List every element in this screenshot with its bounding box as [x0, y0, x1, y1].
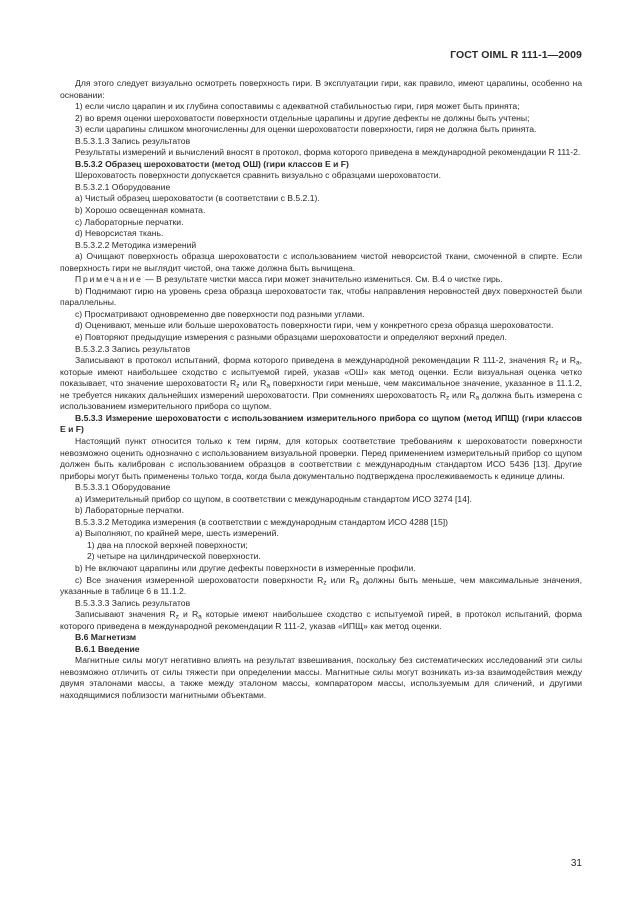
paragraph: Шероховатость поверхности допускается сравнить визуально с образцами шероховатости. [75, 170, 441, 181]
list-item: a) Чистый образец шероховатости (в соответствии с В.5.2.1). [75, 193, 320, 204]
list-item: 1) если число царапин и их глубина сопоставимы с адекватной стабильностью гири, гиря может быть принята; [75, 101, 520, 112]
list-item: d) Оценивают, меньше или больше шероховатость поверхности гири, чем у конкретного среза образца шероховатости. [75, 320, 554, 331]
section-heading: В.5.3.3.3 Запись результатов [75, 597, 191, 608]
list-item: b) Хорошо освещенная комната. [75, 205, 206, 216]
paragraph: Магнитные силы могут негативно влиять на результат взвешивания, поскольку без систематических исследований эти силы невозможно отличить от силы тяжести при определении массы. Магнитные силы могут возникать из-за взаимодействия между двумя эталонами массы, а также между эталоном массы, компаратором массы, используемым для сличений, и другими находящимися поблизости магнитными объектами. [60, 655, 582, 700]
list-item: 2) четыре на цилиндрической поверхности. [87, 551, 261, 562]
section-heading: В.5.3.3 Измерение шероховатости с использованием измерительного прибора со щупом (метод ИПЩ) (гири классов E и F) [60, 412, 582, 435]
paragraph: Настоящий пункт относится только к тем гирям, для которых соответствие требованиям к шероховатости поверхности невозможно оценить однозначно с использованием визуальной проверки. Перед применением измерительный прибор со щупом должен быть калиброван с использованием образцов в соответствии с международным стандартом ИСО 5436 [13]. Другие приборы могут быть применены только тогда, когда была документально подтверждена прослеживаемость к единице длины. [60, 435, 582, 481]
section-heading: В.5.3.2.1 Оборудование [75, 181, 171, 192]
paragraph: Результаты измерений и вычислений вносят в протокол, форма которого приведена в международной рекомендации R 111-2. [75, 147, 581, 158]
list-item: b) Поднимают гирю на уровень среза образца шероховатости так, чтобы направления неровностей двух поверхностей были параллельны. [60, 285, 582, 308]
section-heading: В.5.3.2.3 Запись результатов [75, 343, 191, 354]
page-number: 31 [570, 858, 582, 869]
section-heading: В.5.3.1.3 Запись результатов [75, 135, 191, 146]
paragraph: Записывают в протокол испытаний, форма которого приведена в международной рекомендации R 111-2, значения $R_z$ и $R_a$, которые имеют наибольшее сходство с испытуемой гирей, указав «ОШ» как метод оценки. Если визуальная оценка четко показывает, что значение шероховатости $R_z$ или $R_a$ поверхности гири меньше, чем максимальное значение, указанное в 11.1.2, не требуется никаких дальнейших измерений шероховатости. При сомнениях шероховатость $R_z$ или $R_a$ должна быть измерена с использованием измерительного прибора со щупом. [60, 355, 582, 412]
standard-header: ГОСТ OIML R 111-1—2009 [450, 49, 582, 61]
section-heading: В.5.3.2.2 Методика измерений [75, 239, 197, 250]
list-item: a) Очищают поверхность образца шероховатости с использованием чистой неворсистой ткани, смоченной в спирте. Если поверхность гири не выглядит чистой, она также должна быть вычищена. [60, 251, 582, 273]
note-text: — В результате чистки масса гири может значительно измениться. См. В.4 о чистке гирь. [142, 274, 503, 285]
list-item: a) Выполняют, по крайней мере, шесть измерений. [75, 528, 279, 539]
note-label: Примечание [75, 274, 143, 285]
list-item: 3) если царапины слишком многочисленны для оценки шероховатости поверхности, гиря не должна быть принята. [75, 124, 537, 135]
paragraph: Записывают значения $R_z$ и $R_a$ которые имеют наибольшее сходство с испытуемой гирей, в протокол испытаний, форма которого приведена в международной рекомендации R 111-2, указав «ИПЩ» как метод оценки. [60, 609, 582, 631]
list-item: e) Повторяют предыдущие измерения с разными образцами шероховатости и определяют верхний предел. [75, 332, 507, 343]
note [60, 274, 582, 286]
list-item: c) Лабораторные перчатки. [75, 216, 184, 227]
list-item: d) Неворсистая ткань. [75, 228, 164, 239]
list-item: 1) два на плоской верхней поверхности; [87, 539, 248, 550]
list-item: 2) во время оценки шероховатости поверхности отдельные царапины и другие дефекты не должны быть учтены; [75, 112, 530, 123]
list-item: c) Просматривают одновременно две поверхности под разными углами. [75, 308, 365, 319]
paragraph: Для этого следует визуально осмотреть поверхность гири. В эксплуатации гири, как правило, имеют царапины, особенно на основании: [60, 78, 582, 100]
section-heading: В.5.3.2 Образец шероховатости (метод ОШ) (гири классов E и F) [75, 158, 349, 169]
list-item: b) Не включают царапины или другие дефекты поверхности в измеренные профили. [75, 562, 416, 573]
section-heading: В.5.3.3.1 Оборудование [75, 482, 171, 493]
page-content [60, 78, 582, 702]
section-heading: В.5.3.3.2 Методика измерения (в соответствии с международным стандартом ИСО 4288 [15]) [75, 516, 448, 527]
list-item: b) Лабораторные перчатки. [75, 505, 184, 516]
list-item: c) Все значения измеренной шероховатости поверхности $R_z$ или $R_a$ должны быть меньше, чем максимальные значения, указанные в таблице 6 в 11.1.2. [60, 574, 582, 597]
list-item: a) Измерительный прибор со щупом, в соответствии с международным стандартом ИСО 3274 [14]. [75, 493, 472, 504]
section-heading: В.6 Магнетизм [75, 632, 137, 643]
section-heading: В.6.1 Введение [75, 643, 140, 654]
